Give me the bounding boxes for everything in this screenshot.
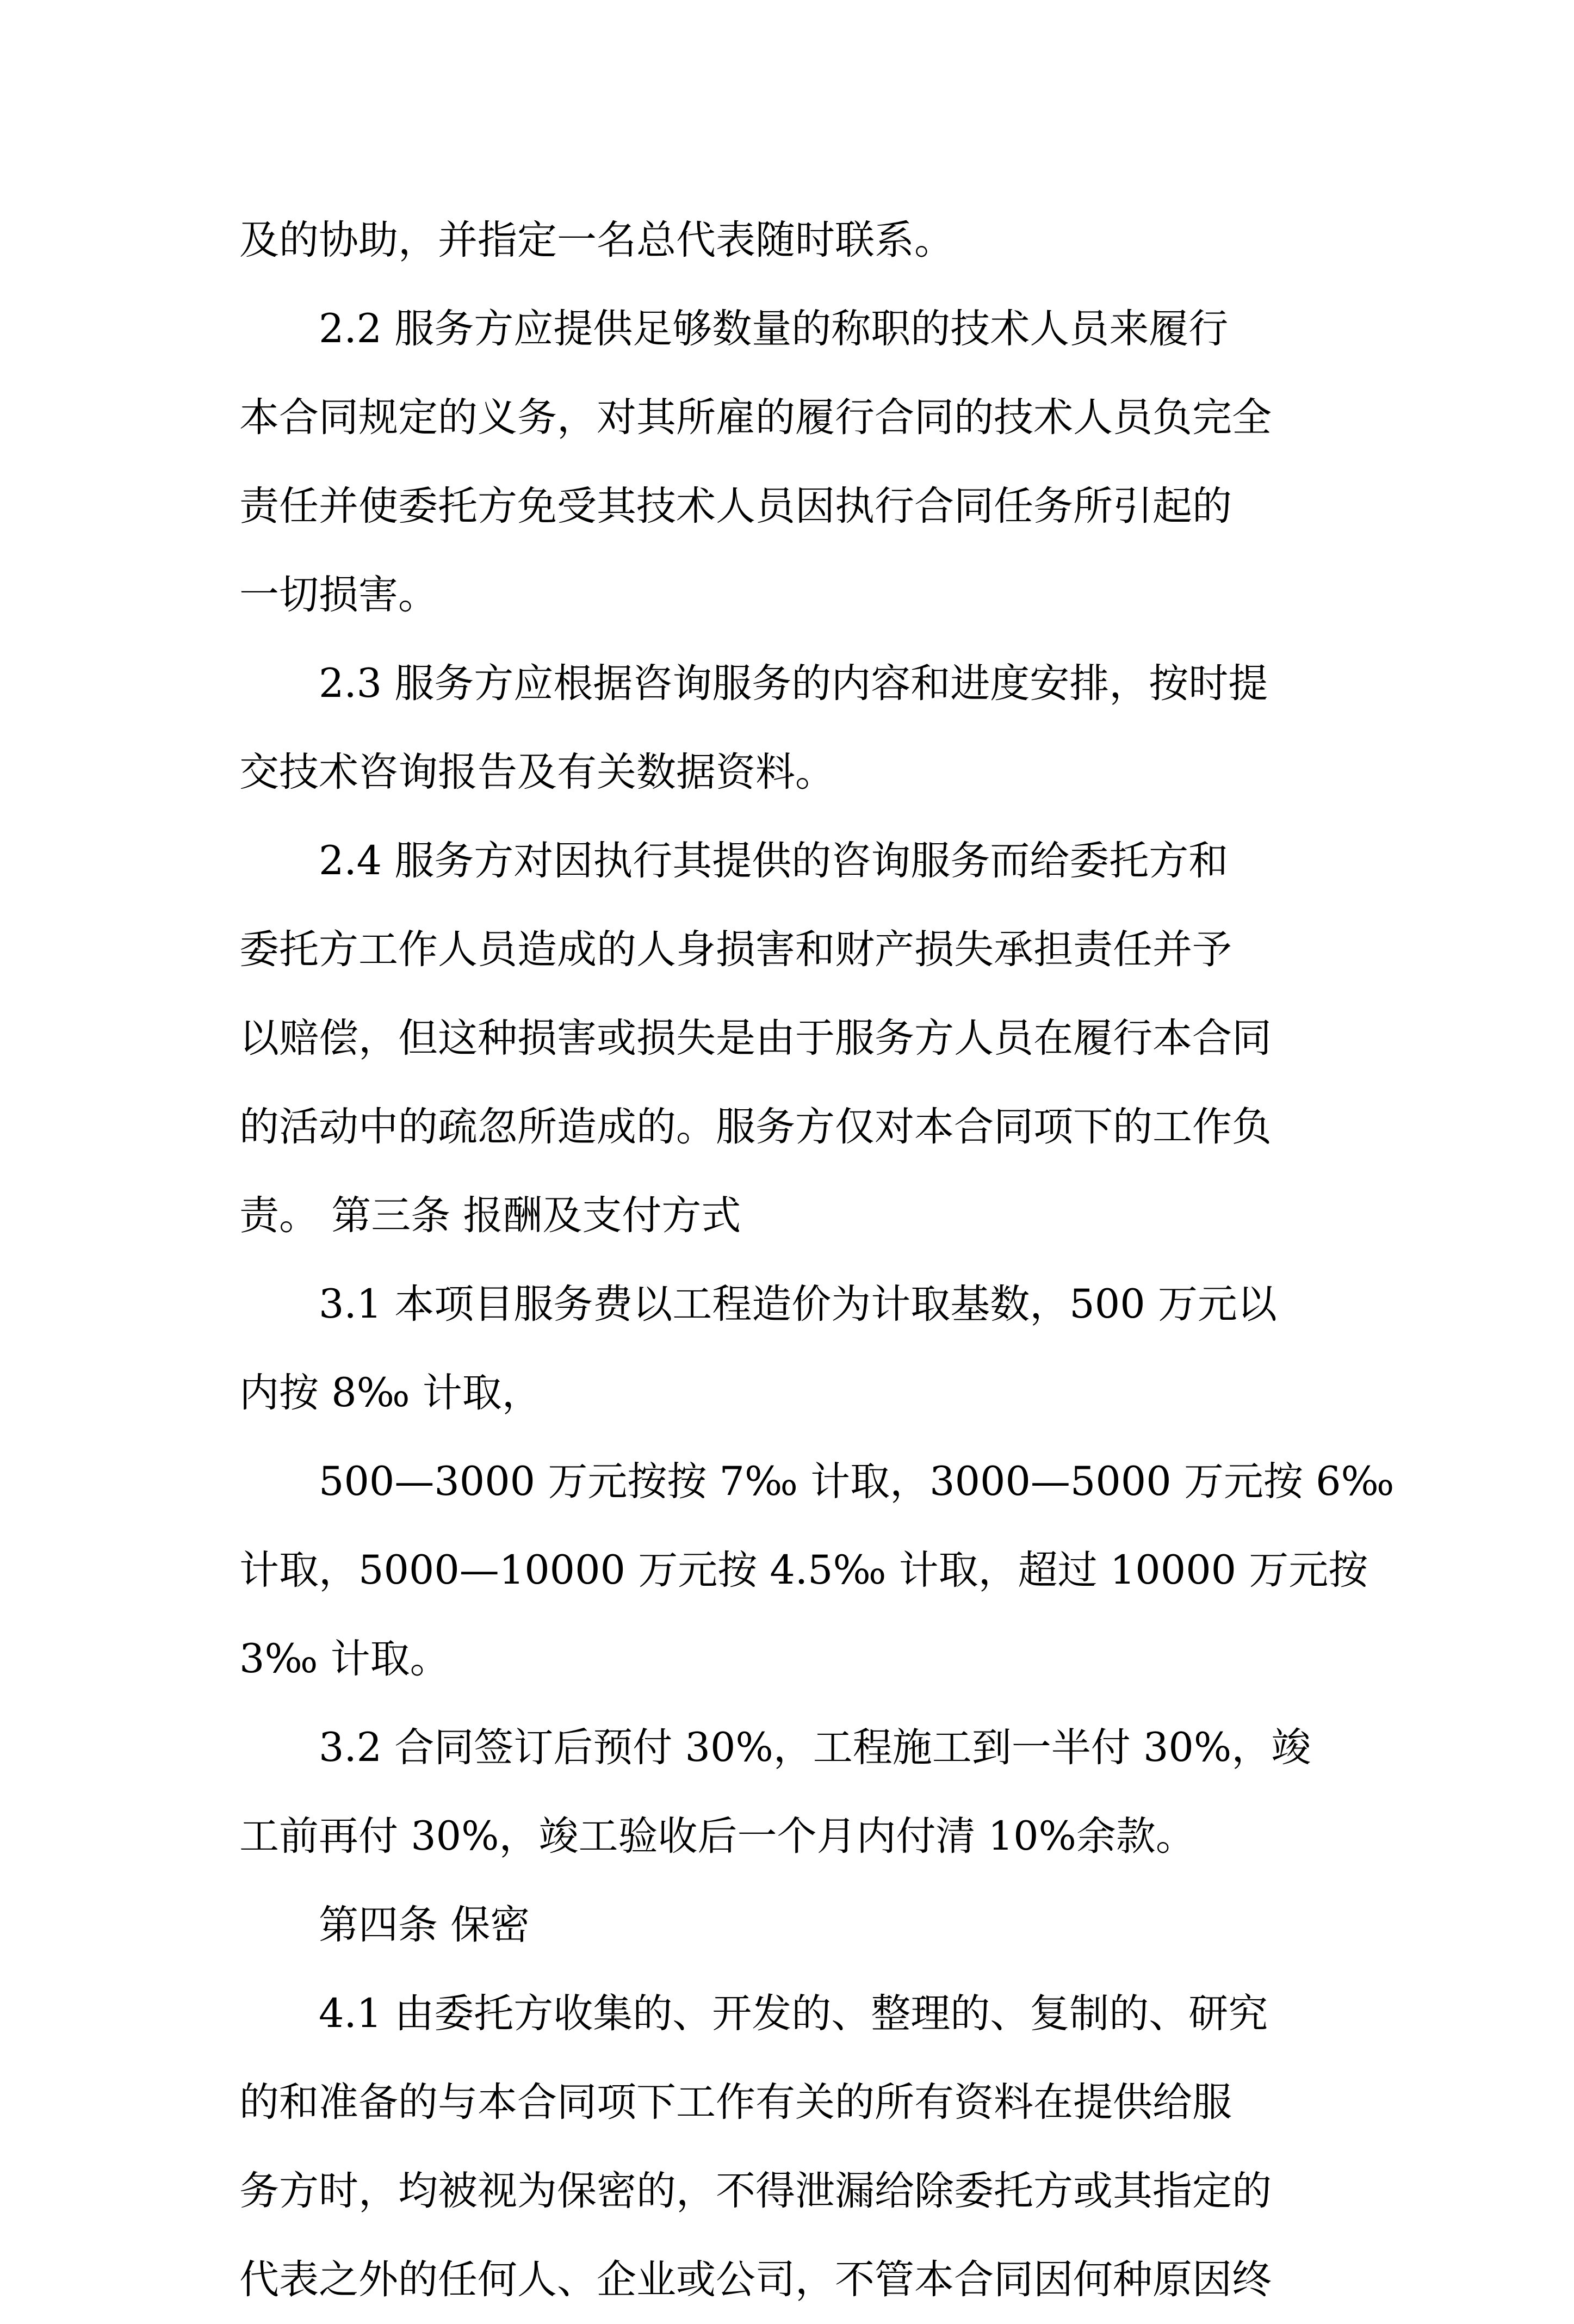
text-line: 内按 8‰ 计取， (239, 1370, 542, 1416)
text-line: 本合同规定的义务，对其所雇的履行合同的技术人员负完全 (239, 394, 1272, 441)
text-line: 的活动中的疏忽所造成的。服务方仅对本合同项下的工作负 (239, 1104, 1272, 1150)
section-heading-line: 责。 第三条 报酬及支付方式 (239, 1192, 741, 1239)
text-line: 4.1 由委托方收集的、开发的、整理的、复制的、研究 (319, 1991, 1268, 2037)
text-line: 及的协助，并指定一名总代表随时联系。 (239, 217, 954, 263)
document-page (239, 196, 1395, 2324)
text-line: 2.2 服务方应提供足够数量的称职的技术人员来履行 (319, 306, 1229, 352)
text-line: 代表之外的任何人、企业或公司，不管本合同因何种原因终 (239, 2257, 1272, 2303)
section-heading: 第四条 保密 (319, 1902, 530, 1948)
text-line: 工前再付 30%，竣工验收后一个月内付清 10%余款。 (239, 1813, 1195, 1859)
document-body (239, 196, 1395, 2324)
text-line: 一切损害。 (239, 572, 438, 618)
text-line: 责任并使委托方免受其技术人员因执行合同任务所引起的 (239, 483, 1232, 529)
text-line: 2.4 服务方对因执行其提供的咨询服务而给委托方和 (319, 838, 1229, 884)
text-line: 500—3000 万元按按 7‰ 计取，3000—5000 万元按 6‰ (319, 1458, 1395, 1505)
text-line: 委托方工作人员造成的人身损害和财产损失承担责任并予 (239, 926, 1232, 973)
text-line: 3.1 本项目服务费以工程造价为计取基数，500 万元以 (319, 1281, 1277, 1327)
text-line: 交技术咨询报告及有关数据资料。 (239, 749, 835, 795)
text-line: 务方时，均被视为保密的，不得泄漏给除委托方或其指定的 (239, 2168, 1272, 2214)
text-line: 2.3 服务方应根据咨询服务的内容和进度安排，按时提 (319, 660, 1268, 707)
text-line: 3‰ 计取。 (239, 1636, 450, 1682)
text-line: 3.2 合同签订后预付 30%，工程施工到一半付 30%，竣 (319, 1725, 1311, 1771)
text-line: 的和准备的与本合同项下工作有关的所有资料在提供给服 (239, 2079, 1232, 2125)
text-line: 计取，5000—10000 万元按 4.5‰ 计取，超过 10000 万元按 (239, 1547, 1368, 1593)
text-line: 以赔偿，但这种损害或损失是由于服务方人员在履行本合同 (239, 1015, 1272, 1061)
